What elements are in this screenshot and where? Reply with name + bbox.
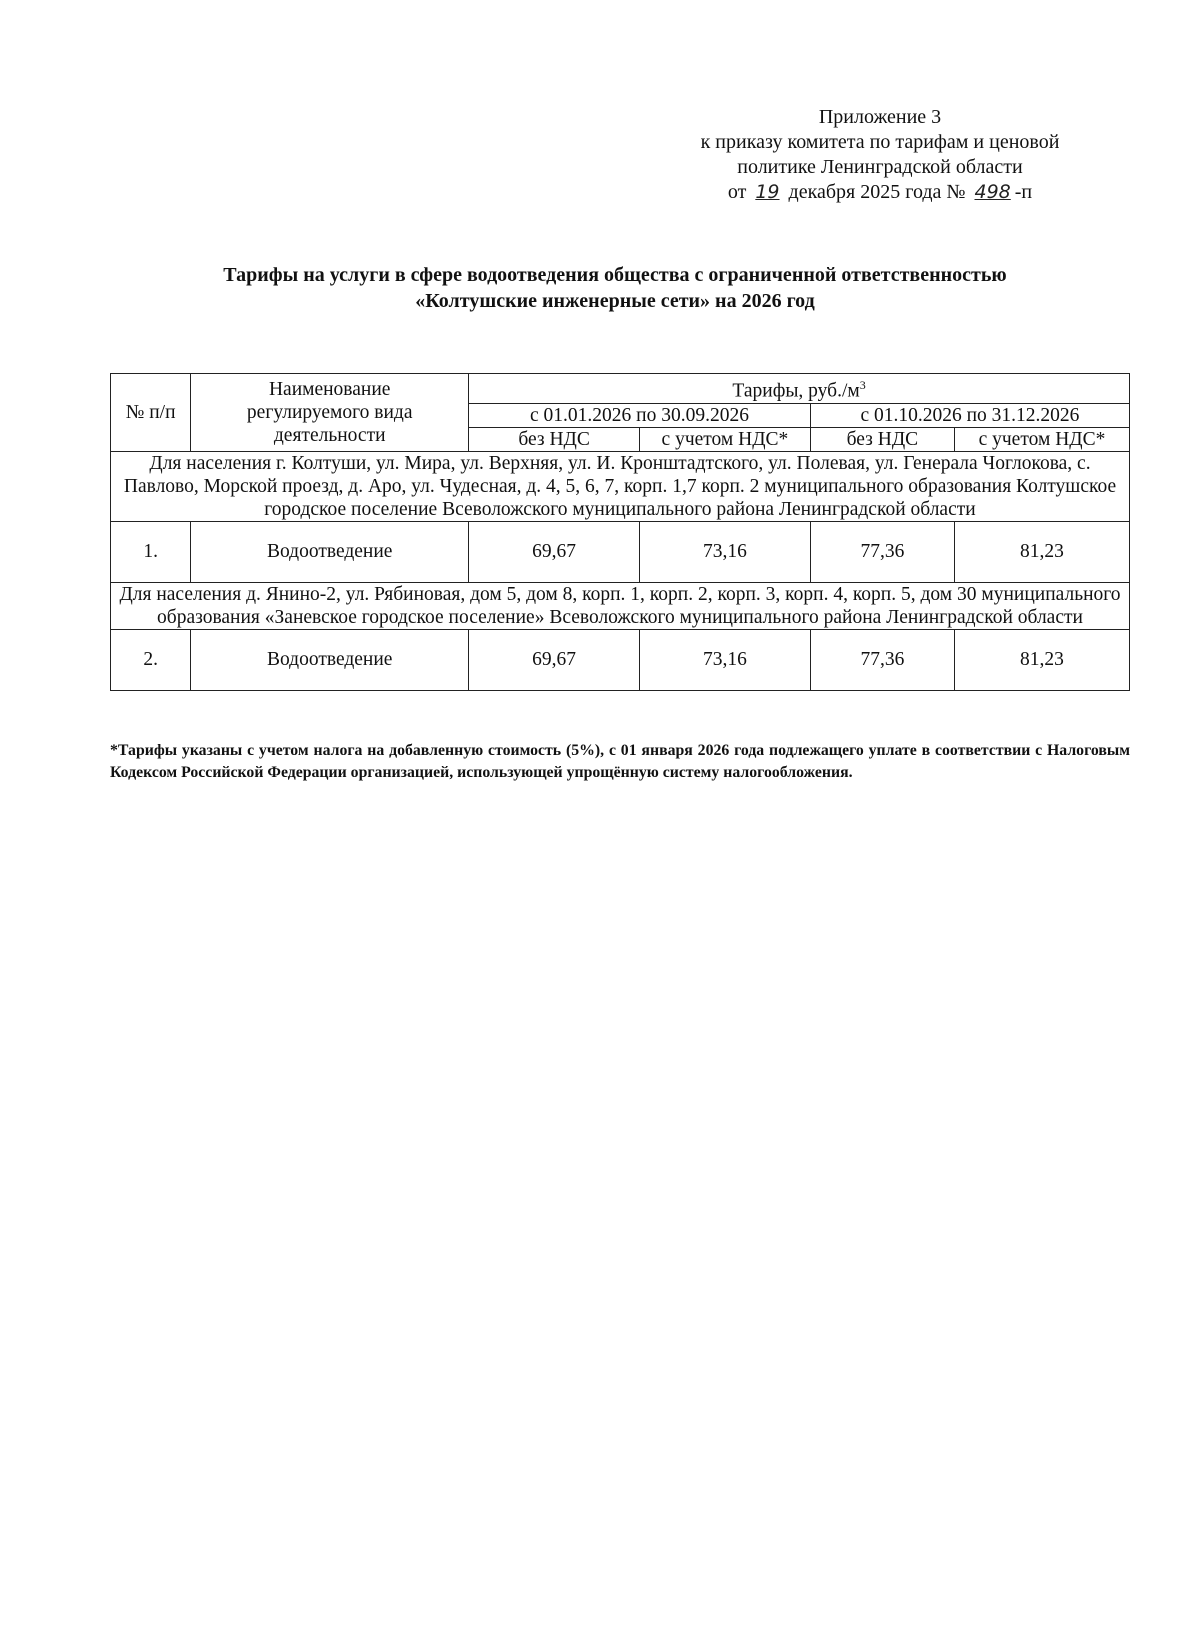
- document-title: [100, 262, 1130, 314]
- handwritten-day: 19: [755, 181, 780, 203]
- date-suffix: -п: [1014, 181, 1033, 203]
- committee-name: политике Ленинградской области: [737, 156, 1023, 178]
- footnote: *Тарифы указаны с учетом налога на добавленную стоимость (5%), с 01 января 2026 года подлежащего уплате в соответствии с Налоговым Кодексом Российской Федерации организацией, использующей упрощённую систему налогообложения.: [110, 742, 1130, 781]
- title-line-1: Тарифы на услуги в сфере водоотведения общества с ограниченной ответственностью: [223, 264, 1007, 286]
- tariff-p2-with-vat: 81,23: [954, 629, 1129, 690]
- period-2-header: с 01.10.2026 по 31.12.2026: [810, 403, 1129, 427]
- group-1-caption: Для населения г. Колтуши, ул. Мира, ул. Верхняя, ул. И. Кронштадтского, ул. Полевая, ул. Генерала Чоглокова, с. Павлово, Морской проезд, д. Аро, ул. Чудесная, д. 4, 5, 6, 7, корп. 1,7 корп. 2 муниципального образования Колтушское городское поселение Всеволожского муниципального района Ленинградской области: [111, 451, 1130, 521]
- row-number: 2.: [111, 629, 191, 690]
- activity-name: Водоотведение: [191, 521, 469, 582]
- group-caption-row: [111, 451, 1130, 521]
- tariffs-label: Тарифы, руб./м: [732, 380, 860, 402]
- order-reference: к приказу комитета по тарифам и ценовой: [700, 131, 1060, 153]
- tariff-p2-with-vat: 81,23: [954, 521, 1129, 582]
- p1-with-vat-header: с учетом НДС*: [640, 427, 811, 451]
- tariff-table: [110, 373, 1130, 691]
- appendix-number: Приложение 3: [818, 106, 942, 128]
- title-line-2: «Колтушские инженерные сети» на 2026 год: [415, 290, 815, 312]
- tariff-p2-no-vat: 77,36: [810, 629, 954, 690]
- order-date-line: [640, 180, 1120, 205]
- header-row: [111, 374, 1130, 404]
- date-middle: декабря 2025 года №: [788, 181, 966, 203]
- col-header-number: № п/п: [111, 374, 191, 452]
- table-row: [111, 629, 1130, 690]
- row-number: 1.: [111, 521, 191, 582]
- period-1-header: с 01.01.2026 по 30.09.2026: [469, 403, 811, 427]
- tariff-p1-no-vat: 69,67: [469, 521, 640, 582]
- table-row: [111, 521, 1130, 582]
- appendix-header: [640, 105, 1120, 205]
- tariffs-unit-superscript: 3: [859, 378, 866, 392]
- col-header-activity: Наименование регулируемого вида деятельности: [191, 374, 469, 452]
- p1-no-vat-header: без НДС: [469, 427, 640, 451]
- group-2-caption: Для населения д. Янино-2, ул. Рябиновая, дом 5, дом 8, корп. 1, корп. 2, корп. 3, корп. 4, корп. 5, дом 30 муниципального образования «Заневское городское поселение» Всеволожского муниципального района Ленинградской области: [111, 582, 1130, 629]
- p2-no-vat-header: без НДС: [810, 427, 954, 451]
- group-caption-row: [111, 582, 1130, 629]
- col-header-tariffs: [469, 374, 1130, 404]
- tariff-p1-no-vat: 69,67: [469, 629, 640, 690]
- tariff-p1-with-vat: 73,16: [640, 521, 811, 582]
- tariff-p1-with-vat: 73,16: [640, 629, 811, 690]
- handwritten-order-number: 498: [974, 181, 1011, 203]
- tariff-p2-no-vat: 77,36: [810, 521, 954, 582]
- date-prefix: от: [727, 181, 747, 203]
- activity-name: Водоотведение: [191, 629, 469, 690]
- p2-with-vat-header: с учетом НДС*: [954, 427, 1129, 451]
